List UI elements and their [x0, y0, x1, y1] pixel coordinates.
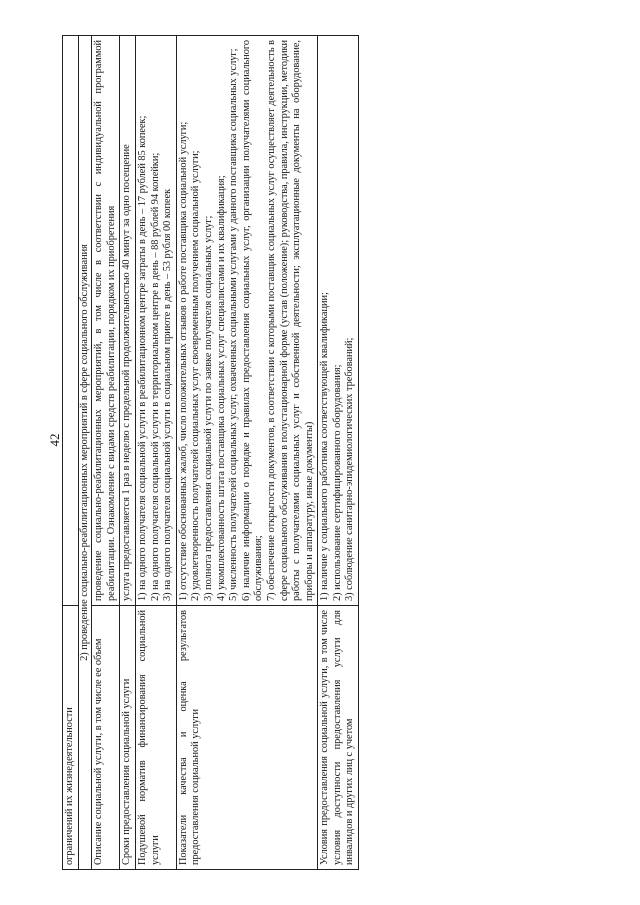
- row-value: [318, 36, 359, 606]
- table-row: [318, 36, 359, 870]
- row-value-line: 3) соблюдение санитарно-эпидемиологических требований;: [344, 337, 356, 601]
- table-cell-top-right: [63, 36, 79, 606]
- row-value-line: 1) на одного получателя социальной услуги в реабилитационном центре затраты в день – 17 рублей 85 копеек;: [136, 115, 148, 601]
- row-value-line: 5) численность получателей социальных услуг, охваченных социальными услугами у данного поставщика социальных услуг;: [228, 48, 240, 601]
- row-value-line: 3) на одного получателя социальной услуги в социальном приюте в день – 53 рубля 00 копеек: [162, 188, 174, 601]
- row-value-line: 3) полнота предоставления социальной услуги по заявке получателя социальных услуг;: [202, 215, 214, 601]
- section-heading-row: [78, 36, 92, 870]
- table-row: [176, 36, 318, 870]
- service-table-sheet: [62, 35, 617, 870]
- row-value-line: 4) укомплектованность штата поставщика социальных услуг специалистами и их квалификация;: [215, 175, 227, 601]
- section-heading: 2) проведение социально-реабилитационных мероприятий в сфере социального обслуживания: [78, 36, 92, 870]
- row-value-line: проведение социально-реабилитационных мероприятий, в том числе в соответствии с индивидуальной программой реабилитации. Ознакомление с видами средств реабилитации, порядком их приобретения: [93, 40, 117, 601]
- table-row: [135, 36, 176, 870]
- table-row: [63, 36, 79, 870]
- row-label: Сроки предоставления социальной услуги: [120, 606, 136, 870]
- row-label: Условия предоставления социальной услуги, в том числе условия доступности предоставления услуги для инвалидов и других лиц с учетом: [318, 606, 359, 870]
- row-value: [120, 36, 136, 606]
- row-label: Показатели качества и оценка результатов предоставления социальной услуги: [176, 606, 318, 870]
- row-value: [135, 36, 176, 606]
- row-value-line: 1) наличие у социального работника соответствующей квалификации;: [319, 292, 331, 601]
- row-value-line: 2) использование сертифицированного оборудования;: [331, 364, 343, 601]
- row-value-line: 6) наличие информации о порядке и правилах предоставления социальных услуг, организации получателями социального обслуживания;: [240, 40, 265, 601]
- row-value-line: 1) отсутствие обоснованных жалоб, число положительных отзывов о работе поставщика социальной услуги;: [177, 121, 189, 601]
- row-label: Описание социальной услуги, в том числе ее объем: [92, 606, 120, 870]
- page-number: 42: [47, 433, 62, 447]
- row-value: [92, 36, 120, 606]
- row-value-line: 7) обеспечение открытости документов, в соответствии с которыми поставщик социальных услуг осуществляет деятельность в сфере социального обслуживания в полустационарной форме (устав (положение); руководства, правила, инструкции, методики работы с получателями социальных услуг и собственной деятельности; эксплуатационные документы на оборудование, приборы и аппаратуру, иные документы): [265, 40, 315, 601]
- service-table: [62, 35, 359, 870]
- table-row: [120, 36, 136, 870]
- row-value-line: 2) на одного получателя социальной услуги в территориальном центре в день – 88 рублей 94 копейки;: [149, 152, 161, 601]
- table-row: [92, 36, 120, 870]
- row-value-line: услуга предоставляется 1 раз в неделю с предельной продолжительностью 40 минут за одно посещение: [121, 144, 133, 601]
- row-label: Подушевой норматив финансирования социальной услуги: [135, 606, 176, 870]
- row-value: [176, 36, 318, 606]
- table-cell-top-left: ограничений их жизнедеятельности: [63, 606, 79, 870]
- row-value-line: 2) удовлетворенность получателей социальных услуг своевременным получением социальной услуги;: [190, 150, 202, 601]
